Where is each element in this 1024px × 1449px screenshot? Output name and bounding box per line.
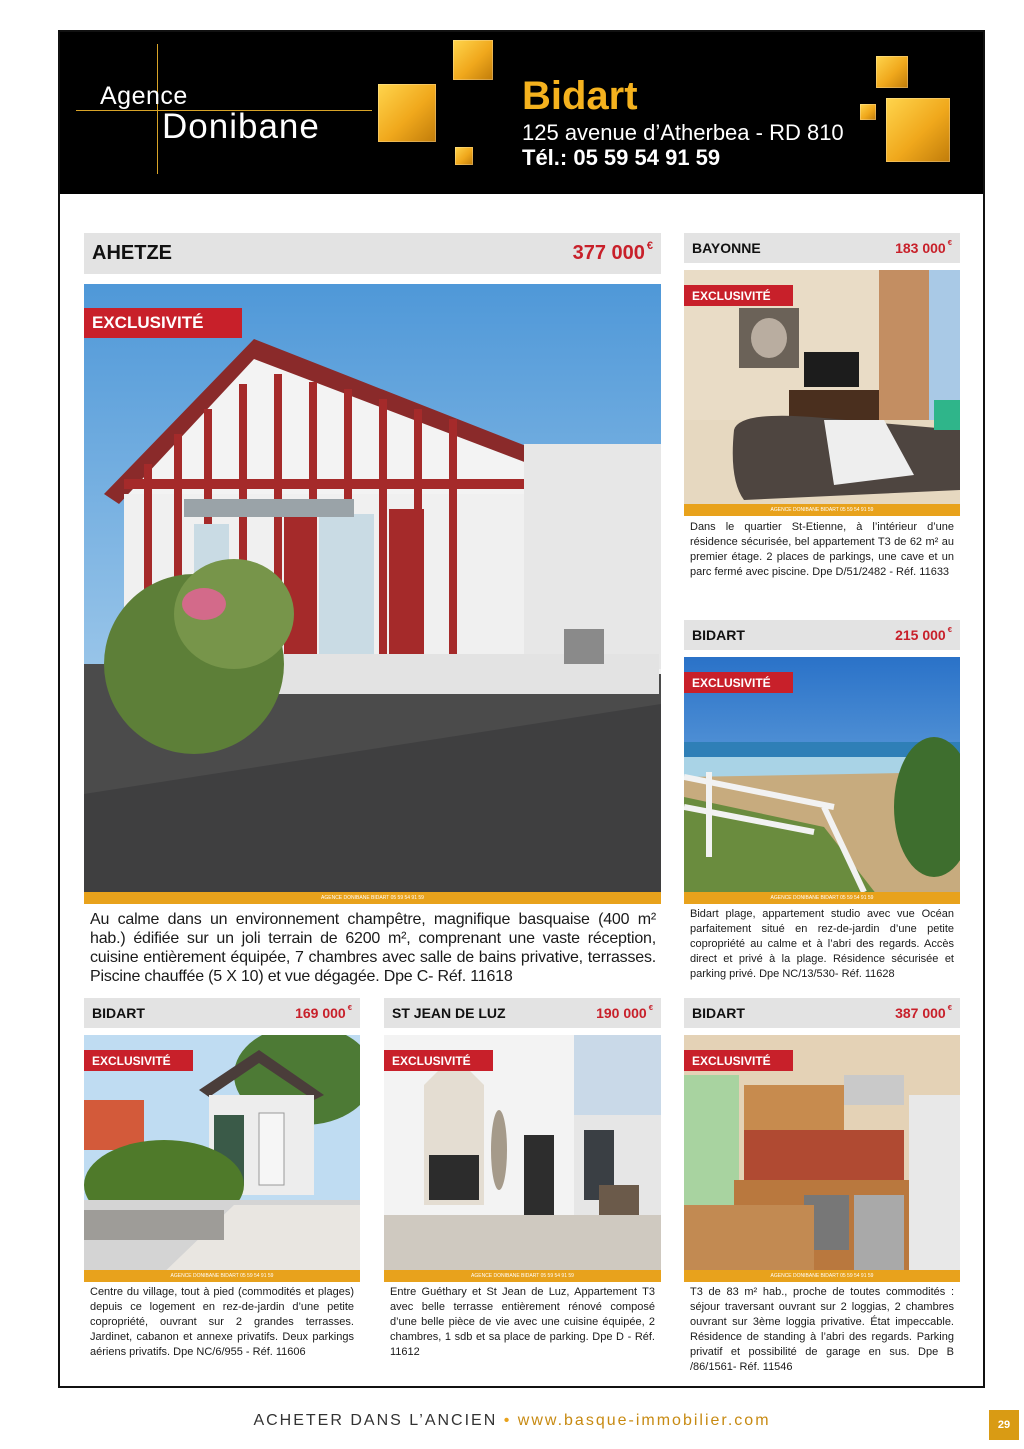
listing-st-jean-de-luz-header	[384, 998, 661, 1028]
photo-credit: AGENCE DONIBANE BIDART 05 59 54 91 59	[684, 504, 960, 516]
listing-bidart-t3-photo[interactable]	[684, 1035, 960, 1282]
currency-symbol: €	[347, 1003, 352, 1012]
listing-bidart-village-photo[interactable]	[84, 1035, 360, 1282]
listing-bidart-t3-header	[684, 998, 960, 1028]
listing-ahetze-description: Au calme dans un environnement champêtre, magnifique basquaise (400 m² hab.) édifiée sur un joli terrain de 6200 m², comprenant une vaste réception, cuisine entièrement équipée, 7 chambres avec salle de bains privative, terrasses. Piscine chauffée (5 X 10) et vue dégagée. Dpe C- Réf. 11618	[90, 911, 656, 985]
terrace-barbecue-image	[384, 1035, 661, 1282]
listing-bidart-village-header	[84, 998, 360, 1028]
agency-header	[60, 32, 983, 194]
logo-square-small	[455, 147, 473, 165]
listing-price	[573, 242, 653, 265]
listing-location: BIDART	[692, 627, 745, 643]
listing-location: BIDART	[92, 1005, 145, 1021]
currency-symbol: €	[947, 1003, 952, 1012]
currency-symbol: €	[947, 238, 952, 247]
listing-price	[895, 627, 952, 643]
listing-location: ST JEAN DE LUZ	[392, 1005, 506, 1021]
listing-bidart-t3-description: T3 de 83 m² hab., proche de toutes commodités : séjour traversant ouvrant sur 2 loggias, 2 chambres ouvrant sur 3ème loggia privative. État impeccable. Résidence de standing à l’abri des regards. Parking privatif et possibilité de garage en sus. Dpe B /86/1561- Réf. 11546	[690, 1286, 954, 1373]
listing-ahetze-header	[84, 233, 661, 274]
listing-location: AHETZE	[92, 242, 172, 264]
garden-cabin-image	[84, 1035, 360, 1282]
listing-price	[295, 1005, 352, 1021]
currency-symbol: €	[646, 240, 653, 252]
exclusive-badge: EXCLUSIVITÉ	[84, 308, 242, 338]
logo-square-large	[378, 84, 436, 142]
agency-address: 125 avenue d’Atherbea - RD 810	[522, 120, 844, 145]
agency-phone: Tél.: 05 59 54 91 59	[522, 145, 721, 170]
listing-price	[596, 1005, 653, 1021]
footer-tagline: ACHETER DANS L’ANCIEN	[253, 1412, 498, 1429]
listing-bidart-studio-header	[684, 620, 960, 650]
photo-credit: AGENCE DONIBANE BIDART 05 59 54 91 59	[684, 892, 960, 904]
exclusive-badge: EXCLUSIVITÉ	[684, 1050, 793, 1071]
listing-st-jean-de-luz-description: Entre Guéthary et St Jean de Luz, Appartement T3 avec belle terrasse entièrement rénové composé d’une belle pièce de vie avec une cuisine équipée, 2 chambres, 1 sdb et sa place de parking. Dpe D - Réf. 11612	[390, 1286, 655, 1358]
deco-square-large	[886, 98, 950, 162]
price-value: 377 000	[572, 242, 645, 264]
listing-bayonne-photo[interactable]	[684, 270, 960, 516]
listing-st-jean-de-luz-photo[interactable]	[384, 1035, 661, 1282]
price-value: 183 000	[895, 240, 946, 256]
listing-bayonne-header	[684, 233, 960, 263]
exclusive-badge: EXCLUSIVITÉ	[84, 1050, 193, 1071]
price-value: 190 000	[596, 1005, 647, 1021]
exclusive-badge: EXCLUSIVITÉ	[384, 1050, 493, 1071]
deco-square-top	[876, 56, 908, 88]
currency-symbol: €	[947, 625, 952, 634]
listing-bidart-village-description: Centre du village, tout à pied (commodités et plages) depuis ce logement en rez-de-jardin d’une petite copropriété, ouvrant sur 2 grandes terrasses. Jardinet, cabanon et annexe privatifs. Deux parkings aériens privatifs. Dpe NC/6/955 - Réf. 11606	[90, 1286, 354, 1358]
exclusive-badge: EXCLUSIVITÉ	[684, 672, 793, 693]
price-value: 215 000	[895, 627, 946, 643]
currency-symbol: €	[648, 1003, 653, 1012]
kitchen-image	[684, 1035, 960, 1282]
listing-ahetze-photo[interactable]	[84, 284, 661, 904]
page-number: 29	[989, 1410, 1019, 1440]
exclusive-badge: EXCLUSIVITÉ	[684, 285, 793, 306]
photo-credit: AGENCE DONIBANE BIDART 05 59 54 91 59	[84, 1270, 360, 1282]
agency-name-line2: Donibane	[162, 107, 320, 146]
listing-location: BIDART	[692, 1005, 745, 1021]
page-frame	[58, 30, 985, 1388]
living-room-image	[684, 270, 960, 516]
ocean-view-image	[684, 657, 960, 904]
price-value: 387 000	[895, 1005, 946, 1021]
price-value: 169 000	[295, 1005, 346, 1021]
photo-credit: AGENCE DONIBANE BIDART 05 59 54 91 59	[684, 1270, 960, 1282]
agency-city: Bidart	[522, 74, 638, 118]
logo-square-top	[453, 40, 493, 80]
listing-bayonne-description: Dans le quartier St-Etienne, à l’intérieur d’une résidence sécurisée, bel appartement T3 de 62 m² au premier étage. 2 places de parkings, une cave et un parc fermé avec piscine. Dpe D/51/2482 - Réf. 11633	[690, 521, 954, 578]
page-footer	[0, 1412, 1024, 1430]
basque-house-image	[84, 284, 661, 904]
listing-bidart-studio-description: Bidart plage, appartement studio avec vue Océan parfaitement situé en rez-de-jardin d’une petite copropriété au calme et à l’abri des regards. Accès direct et privé à la plage. Résidence sécurisée et parking privé. Dpe NC/13/530- Réf. 11628	[690, 908, 954, 980]
footer-url-link[interactable]: www.basque-immobilier.com	[517, 1412, 771, 1429]
listing-bidart-studio-photo[interactable]	[684, 657, 960, 904]
photo-credit: AGENCE DONIBANE BIDART 05 59 54 91 59	[384, 1270, 661, 1282]
photo-credit: AGENCE DONIBANE BIDART 05 59 54 91 59	[84, 892, 661, 904]
agency-name-line1: Agence	[100, 82, 188, 110]
listing-price	[895, 240, 952, 256]
deco-square-small	[860, 104, 876, 120]
listing-location: BAYONNE	[692, 240, 761, 256]
listing-price	[895, 1005, 952, 1021]
footer-separator: •	[503, 1412, 512, 1429]
